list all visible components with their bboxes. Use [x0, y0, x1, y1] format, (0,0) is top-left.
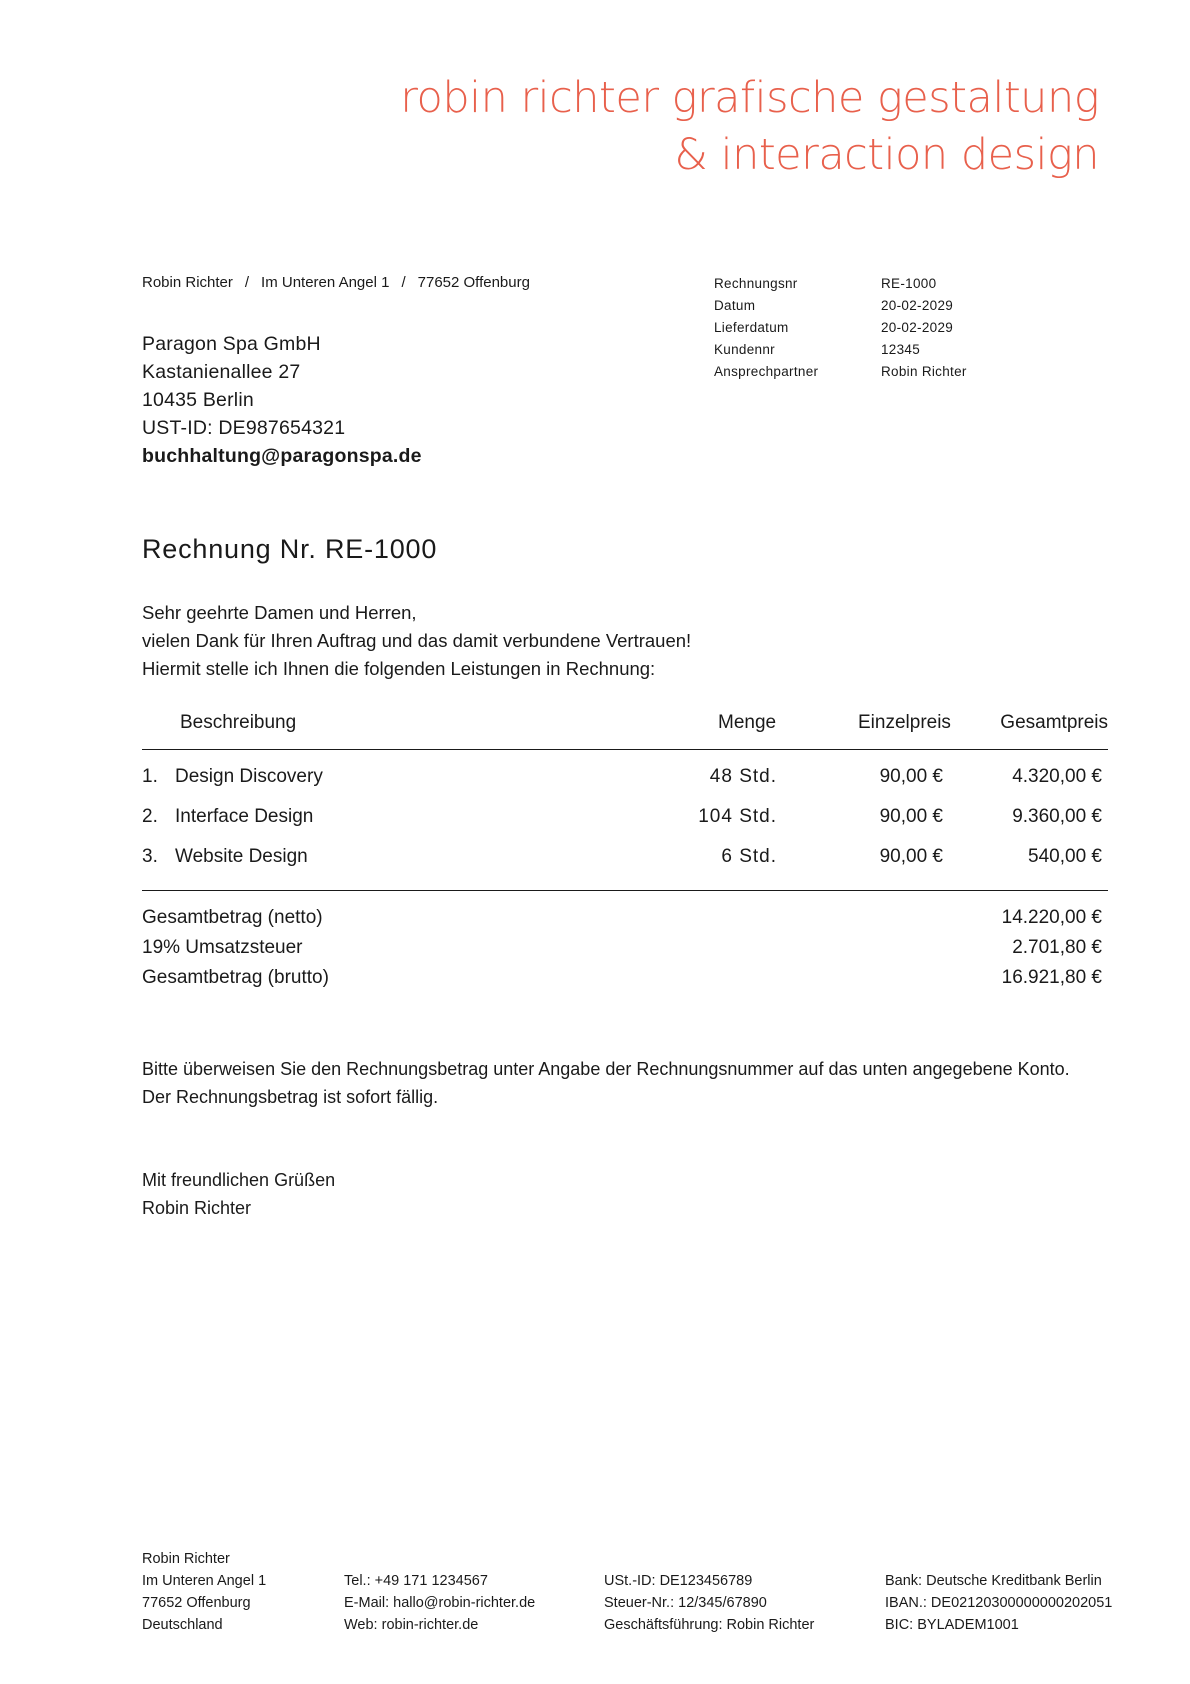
- total-value: 16.921,80 €: [1001, 967, 1102, 988]
- separator: /: [244, 274, 250, 291]
- row-unit-price: 90,00 €: [879, 846, 943, 867]
- brand-logo-text: [400, 70, 1099, 184]
- meta-value: RE-1000: [881, 276, 937, 291]
- recipient-address: [142, 330, 422, 470]
- header-description: Beschreibung: [180, 712, 297, 733]
- footer-line: IBAN.: DE02120300000000202051: [885, 1595, 1113, 1611]
- header-unit-price: Einzelpreis: [858, 712, 951, 733]
- payment-line: Der Rechnungsbetrag ist sofort fällig.: [142, 1087, 439, 1107]
- sender-name: Robin Richter: [142, 274, 233, 291]
- row-number: 3.: [142, 846, 158, 867]
- footer-tax: [604, 1570, 814, 1636]
- row-description: Interface Design: [175, 806, 314, 827]
- header-total: Gesamtpreis: [1000, 712, 1108, 733]
- table-header: [142, 708, 1108, 750]
- meta-label: Datum: [714, 298, 756, 313]
- meta-value: 12345: [881, 342, 921, 357]
- recipient-city: 10435 Berlin: [142, 389, 254, 411]
- footer-line: Geschäftsführung: Robin Richter: [604, 1617, 815, 1633]
- row-unit-price: 90,00 €: [879, 806, 943, 827]
- meta-row-customer-number: [714, 339, 967, 361]
- recipient-company: Paragon Spa GmbH: [142, 333, 321, 355]
- closing: [142, 1166, 335, 1222]
- intro-line: Sehr geehrte Damen und Herren,: [142, 602, 417, 623]
- invoice-table: [142, 708, 1108, 993]
- recipient-vat-id: UST-ID: DE987654321: [142, 417, 346, 439]
- footer-line: 77652 Offenburg: [142, 1595, 251, 1611]
- table-row: [142, 760, 1108, 800]
- row-quantity: 6 Std.: [721, 846, 777, 867]
- footer-line: Steuer-Nr.: 12/345/67890: [604, 1595, 767, 1611]
- row-quantity: 104 Std.: [698, 806, 777, 827]
- total-value: 14.220,00 €: [1001, 907, 1102, 928]
- meta-value: Robin Richter: [881, 364, 967, 379]
- meta-row-contact-person: [714, 361, 967, 383]
- intro-line: Hiermit stelle ich Ihnen die folgenden Leistungen in Rechnung:: [142, 658, 656, 679]
- sender-address-line: [142, 274, 530, 291]
- header-quantity: Menge: [718, 712, 777, 733]
- total-label: 19% Umsatzsteuer: [142, 937, 303, 958]
- meta-row-date: [714, 295, 967, 317]
- closing-name: Robin Richter: [142, 1198, 252, 1218]
- table-row: [142, 800, 1108, 840]
- brand-line-2: & interaction design: [674, 130, 1099, 180]
- separator: /: [401, 274, 406, 291]
- intro-text: [142, 599, 691, 683]
- recipient-street: Kastanienallee 27: [142, 361, 301, 383]
- meta-row-delivery-date: [714, 317, 967, 339]
- row-quantity: 48 Std.: [709, 766, 777, 787]
- totals-section: [142, 891, 1108, 993]
- footer-line: Im Unteren Angel 1: [142, 1573, 267, 1589]
- row-number: 1.: [142, 766, 158, 787]
- intro-line: vielen Dank für Ihren Auftrag und das damit verbundene Vertrauen!: [142, 630, 692, 651]
- recipient-email: buchhaltung@paragonspa.de: [142, 445, 422, 467]
- invoice-meta: [714, 273, 967, 383]
- meta-label: Lieferdatum: [714, 320, 789, 335]
- footer-line: Robin Richter: [142, 1551, 230, 1567]
- total-label: Gesamtbetrag (brutto): [142, 967, 329, 988]
- brand-line-1: robin richter grafische gestaltung: [400, 73, 1099, 123]
- footer-line: BIC: BYLADEM1001: [885, 1617, 1019, 1633]
- row-description: Website Design: [175, 846, 308, 867]
- row-number: 2.: [142, 806, 158, 827]
- total-row-gross: [142, 963, 1108, 993]
- footer-address: [142, 1548, 266, 1636]
- total-label: Gesamtbetrag (netto): [142, 907, 323, 928]
- footer-line: Bank: Deutsche Kreditbank Berlin: [885, 1573, 1102, 1589]
- row-total: 4.320,00 €: [1012, 766, 1102, 787]
- meta-label: Rechnungsnr: [714, 276, 798, 291]
- row-description: Design Discovery: [175, 766, 323, 787]
- meta-label: Ansprechpartner: [714, 364, 819, 379]
- sender-street: Im Unteren Angel 1: [261, 274, 390, 291]
- payment-instructions: [142, 1055, 1070, 1111]
- total-value: 2.701,80 €: [1012, 937, 1102, 958]
- row-total: 540,00 €: [1028, 846, 1102, 867]
- footer-web: Web: robin-richter.de: [344, 1617, 479, 1633]
- meta-row-invoice-number: [714, 273, 967, 295]
- meta-value: 20-02-2029: [881, 320, 954, 335]
- footer-line: Deutschland: [142, 1617, 223, 1633]
- total-row-vat: [142, 933, 1108, 963]
- closing-greeting: Mit freundlichen Grüßen: [142, 1170, 336, 1190]
- footer-email: E-Mail: hallo@robin-richter.de: [344, 1595, 536, 1611]
- invoice-title: Rechnung Nr. RE-1000: [142, 534, 438, 564]
- footer-phone: Tel.: +49 171 1234567: [344, 1573, 488, 1589]
- meta-label: Kundennr: [714, 342, 775, 357]
- footer-contact: [344, 1570, 535, 1636]
- row-total: 9.360,00 €: [1012, 806, 1102, 827]
- table-body: [142, 750, 1108, 891]
- payment-line: Bitte überweisen Sie den Rechnungsbetrag unter Angabe der Rechnungsnummer auf das unten angegebene Konto.: [142, 1059, 1070, 1079]
- total-row-net: [142, 903, 1108, 933]
- meta-value: 20-02-2029: [881, 298, 954, 313]
- row-unit-price: 90,00 €: [879, 766, 943, 787]
- table-row: [142, 840, 1108, 880]
- footer-bank: [885, 1570, 1112, 1636]
- sender-city: 77652 Offenburg: [417, 274, 530, 291]
- footer-line: USt.-ID: DE123456789: [604, 1573, 753, 1589]
